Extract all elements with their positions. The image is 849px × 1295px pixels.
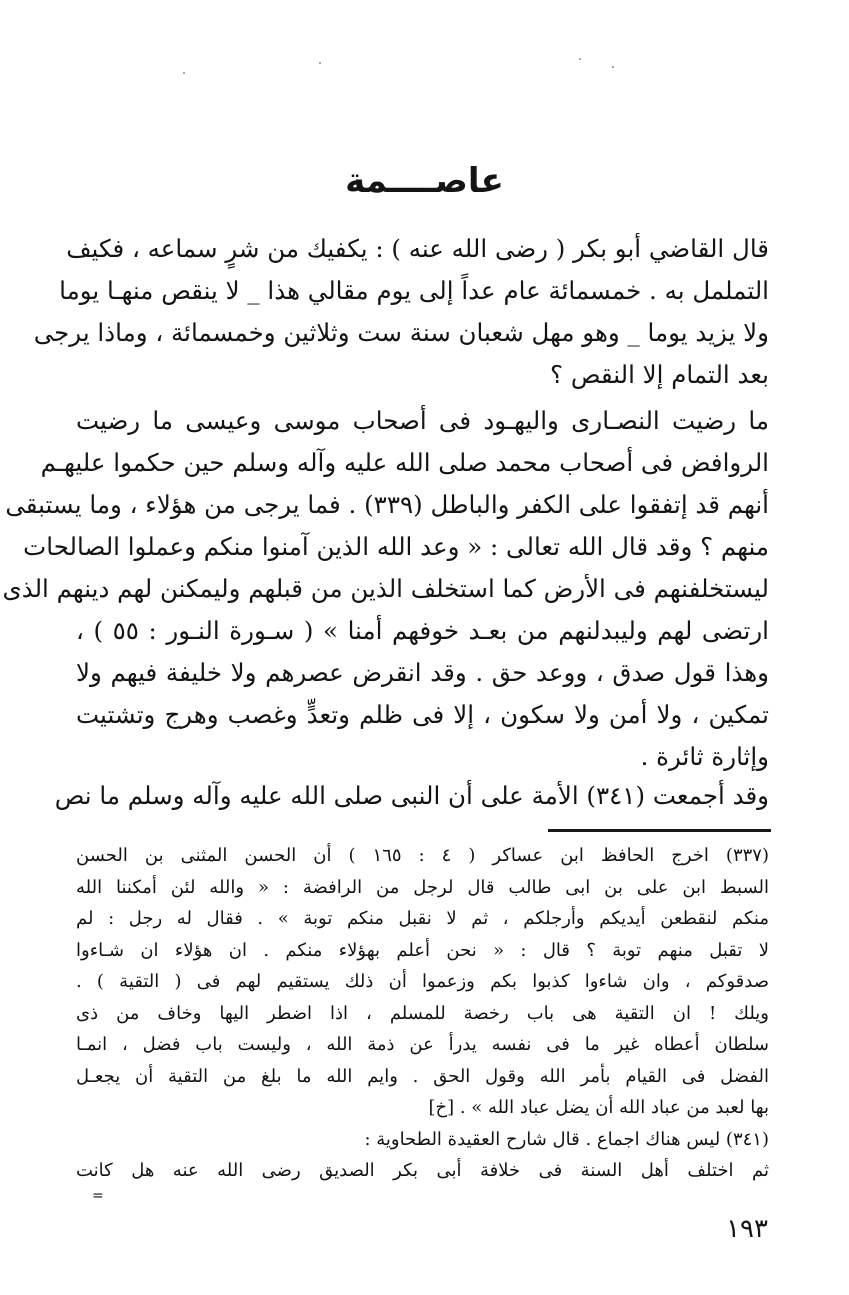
footnote-line: صدقوكم ، وان شاءوا كذبوا بكم وزعموا أن ذلك يستقيم لهم فى ( التقية ) . [76, 971, 769, 992]
text-line: الروافض فى أصحاب محمد صلى الله عليه وآله وسلم حين حكموا عليهـم [40, 448, 769, 477]
text-line: ليستخلفنهم فى الأرض كما استخلف الذين من قبلهم وليمكنن لهم دينهم الذى [2, 574, 769, 603]
text-line: وهذا قول صدق ، ووعد حق . وقد انقرض عصرهم ولا خليفة فيهم ولا [76, 658, 769, 687]
footnote-line: (٣٤١) ليس هناك اجماع . قال شارح العقيدة الطحاوية : [364, 1128, 769, 1150]
footnote-line: ويلك ! ان التقية هى باب رخصة للمسلم ، اذا اضطر اليها وخاف من ذى [76, 1002, 769, 1024]
text-line: بعد التمام إلا النقص ؟ [550, 360, 769, 389]
text-line: ارتضى لهم وليبدلنهم من بعـد خوفهم أمنا » ( سـورة النـور : ٥٥ ) ، [76, 616, 769, 645]
text-line: ولا يزيد يوما _ وهو مهل شعبان سنة ست وثلاثين وخمسمائة ، وماذا يرجى [33, 318, 769, 347]
scan-speck [612, 66, 614, 68]
text-line: أنهم قد إتفقوا على الكفر والباطل (٣٣٩) . فما يرجى من هؤلاء ، وما يستبقى [5, 490, 769, 519]
text-line: ما رضيت النصـارى واليهـود فى أصحاب موسى وعيسى ما رضيت [76, 406, 769, 435]
text-line: قال القاضي أبو بكر ( رضى الله عنه ) : يكفيك من شرٍ سماعه ، فكيف [66, 234, 769, 263]
text-line: التململ به . خمسمائة عام عداً إلى يوم مقالي هذا _ لا ينقص منهـا يوما [59, 276, 769, 305]
paragraph-3 [54, 775, 769, 817]
footnotes [76, 840, 769, 1187]
footnote-line: الفضل فى القيام بأمر الله وقول الحق . وايم الله ما بلغ من التقية أن يجعـل [76, 1065, 769, 1087]
scan-speck [579, 58, 581, 60]
footnote-line: بها لعبد من عباد الله أن يضل عباد الله » . [خ] [428, 1097, 769, 1118]
footnote-separator [548, 829, 771, 832]
footnote-line: ثم اختلف أهل السنة فى خلافة أبى بكر الصديق رضى الله عنه هل كانت [76, 1160, 769, 1181]
text-line: تمكين ، ولا أمن ولا سكون ، إلا فى ظلم وتعدٍّ وغصب وهرج وتشتيت [76, 700, 769, 729]
footnote-line: (٣٣٧) اخرج الحافظ ابن عساكر ( ٤ : ١٦٥ ) أن الحسن المثنى بن الحسن [76, 845, 769, 866]
scan-speck [319, 62, 321, 64]
footnote-line: سلطان أعطاه غير ما فى نفسه يدرأ عن ذمة الله ، وليست باب فضل ، انمـا [76, 1034, 769, 1055]
scan-speck [183, 72, 185, 74]
footnote-line: لا تقبل منهم توبة ؟ قال : « نحن أعلم بهؤلاء منكم . ان هؤلاء ان شـاءوا [76, 939, 769, 961]
footnote-line: منكم لنقطعن أيديكم وأرجلكم ، ثم لا نقبل منكم توبة » . فقال له رجل : لم [76, 908, 769, 929]
footnote-line: السبط ابن على بن ابى طالب قال لرجل من الرافضة : « والله لئن أمكننا الله [76, 876, 769, 898]
paragraph-2 [2, 400, 769, 778]
page-number: ١٩٣ [726, 1214, 768, 1244]
page-title: عاصــــمة [345, 161, 504, 201]
continuation-mark: = [92, 1188, 104, 1204]
text-line: وقد أجمعت (٣٤١) الأمة على أن النبى صلى الله عليه وآله وسلم ما نص [54, 781, 769, 810]
text-line: منهم ؟ وقد قال الله تعالى : « وعد الله الذين آمنوا منكم وعملوا الصالحات [23, 532, 769, 561]
paragraph-1 [33, 228, 769, 396]
text-line: وإثارة ثائرة . [640, 742, 769, 771]
